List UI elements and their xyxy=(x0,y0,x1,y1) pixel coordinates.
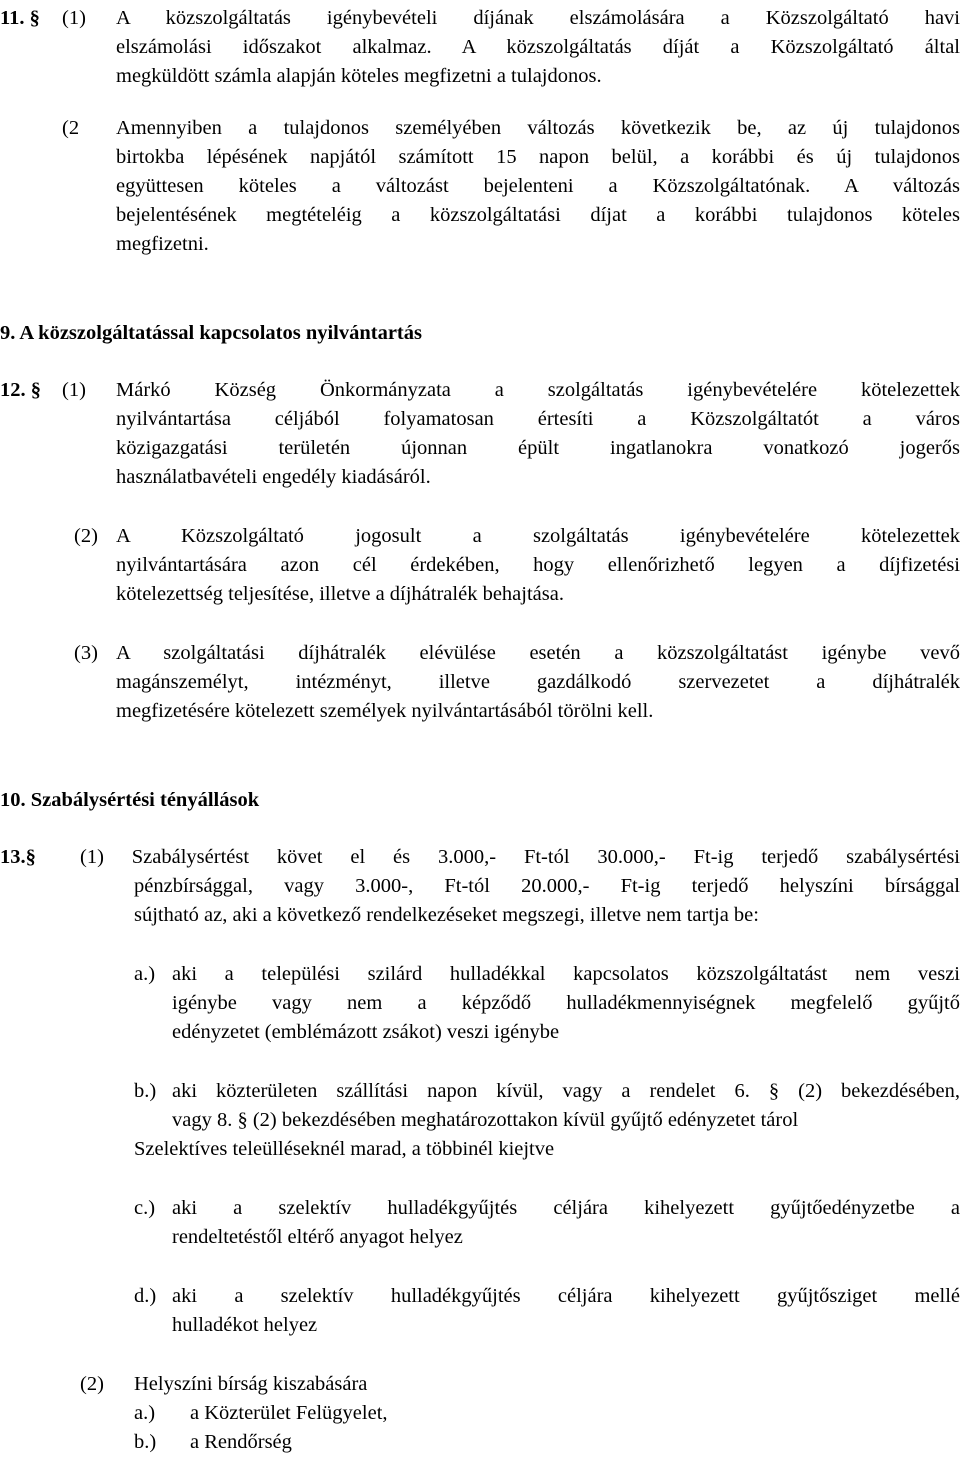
paragraph-11-2-line-2: birtokba lépésének napjától számított 15 napon belül, a korábbi és új tulajdonos xyxy=(116,146,960,168)
paragraph-13-1-line-3: sújtható az, aki a következő rendelkezéseket megszegi, illetve nem tartja be: xyxy=(134,904,759,926)
list-item-b-line-2: vagy 8. § (2) bekezdésében meghatározottakon kívül gyűjtő edényzetet tárol xyxy=(172,1109,799,1131)
list-item-c-line-2: rendeltetéstől eltérő anyagot helyez xyxy=(172,1226,463,1248)
list-item-b-line-1: aki közterületen szállítási napon kívül, vagy a rendelet 6. § (2) bekezdésében, xyxy=(172,1080,960,1102)
paragraph-13-2-title: Helyszíni bírság kiszabására xyxy=(134,1373,368,1395)
paragraph-11-2-line-3: együttesen köteles a változást bejelenteni a Közszolgáltatónak. A változás xyxy=(116,175,960,197)
paragraph-12-3-line-1: A szolgáltatási díjhátralék elévülése esetén a közszolgáltatást igénybe vevő xyxy=(116,642,960,664)
paragraph-11-1-line-3: megküldött számla alapján köteles megfizetni a tulajdonos. xyxy=(116,65,602,87)
paragraph-11-2-line-1: Amennyiben a tulajdonos személyében változás következik be, az új tulajdonos xyxy=(116,117,960,139)
paragraph-label: (1) xyxy=(62,379,86,401)
list-item-label: d.) xyxy=(134,1285,157,1307)
paragraph-11-1-line-2: elszámolási időszakot alkalmaz. A közszolgáltatás díját a Közszolgáltató által xyxy=(116,36,960,58)
paragraph-label: (2) xyxy=(74,525,98,547)
list-item-a-line-2: igénybe vagy nem a képződő hulladékmennyiségnek megfelelő gyűjtő xyxy=(172,992,960,1014)
section-number-13: 13.§ xyxy=(0,846,36,868)
section-heading-10: 10. Szabálysértési tényállások xyxy=(0,789,260,811)
paragraph-13-1-line-1: (1) Szabálysértést követ el és 3.000,- Ft-tól 30.000,- Ft-ig terjedő szabálysértési xyxy=(80,846,960,868)
paragraph-12-1-line-3: közigazgatási területén újonnan épült ingatlanokra vonatkozó jogerős xyxy=(116,437,960,459)
paragraph-11-2-line-5: megfizetni. xyxy=(116,233,209,255)
paragraph-12-2-line-2: nyilvántartására azon cél érdekében, hogy ellenőrizhető legyen a díjfizetési xyxy=(116,554,960,576)
list-item-label: b.) xyxy=(134,1080,157,1102)
paragraph-12-1-line-2: nyilvántartása céljából folyamatosan értesíti a Közszolgáltatót a város xyxy=(116,408,960,430)
paragraph-label: (2 xyxy=(62,117,80,139)
paragraph-12-2-line-3: kötelezettség teljesítése, illetve a díjhátralék behajtása. xyxy=(116,583,564,605)
list-item-label: b.) xyxy=(134,1431,157,1453)
paragraph-label: (2) xyxy=(80,1373,104,1395)
section-number-12: 12. § xyxy=(0,379,41,401)
paragraph-label: (3) xyxy=(74,642,98,664)
list-item-label: a.) xyxy=(134,963,156,985)
section-heading-9: 9. A közszolgáltatással kapcsolatos nyilvántartás xyxy=(0,322,422,344)
paragraph-11-1-line-1: A közszolgáltatás igénybevételi díjának elszámolására a Közszolgáltató havi xyxy=(116,7,960,29)
list-item-label: a.) xyxy=(134,1402,156,1424)
paragraph-12-2-line-1: A Közszolgáltató jogosult a szolgáltatás igénybevételére kötelezettek xyxy=(116,525,960,547)
section-number-11: 11. § xyxy=(0,7,40,29)
list-item-a-line-1: aki a települési szilárd hulladékkal kapcsolatos közszolgáltatást nem veszi xyxy=(172,963,960,985)
list-item-label: c.) xyxy=(134,1197,156,1219)
list-item-a-line-3: edényzetet (emblémázott zsákot) veszi igénybe xyxy=(172,1021,560,1043)
paragraph-13-1-line-2: pénzbírsággal, vagy 3.000-, Ft-tól 20.000,- Ft-ig terjedő helyszíni bírsággal xyxy=(134,875,960,897)
paragraph-12-3-line-2: magánszemélyt, intézményt, illetve gazdálkodó szervezetet a díjhátralék xyxy=(116,671,960,693)
paragraph-11-2-line-4: bejelentésének megtételéig a közszolgáltatási díjat a korábbi tulajdonos köteles xyxy=(116,204,960,226)
list-item-d-line-2: hulladékot helyez xyxy=(172,1314,318,1336)
list-item-c-line-1: aki a szelektív hulladékgyűjtés céljára kihelyezett gyűjtőedényzetbe a xyxy=(172,1197,960,1219)
paragraph-label: (1) xyxy=(62,7,86,29)
list-item-b-note: Szelektíves teleülléseknél marad, a többinél kiejtve xyxy=(134,1138,555,1160)
authority-item-a: a Közterület Felügyelet, xyxy=(190,1402,388,1424)
authority-item-b: a Rendőrség xyxy=(190,1431,292,1453)
paragraph-12-1-line-1: Márkó Község Önkormányzata a szolgáltatás igénybevételére kötelezettek xyxy=(116,379,960,401)
list-item-d-line-1: aki a szelektív hulladékgyűjtés céljára kihelyezett gyűjtősziget mellé xyxy=(172,1285,960,1307)
paragraph-12-3-line-3: megfizetésére kötelezett személyek nyilvántartásából törölni kell. xyxy=(116,700,654,722)
paragraph-12-1-line-4: használatbavételi engedély kiadásáról. xyxy=(116,466,431,488)
